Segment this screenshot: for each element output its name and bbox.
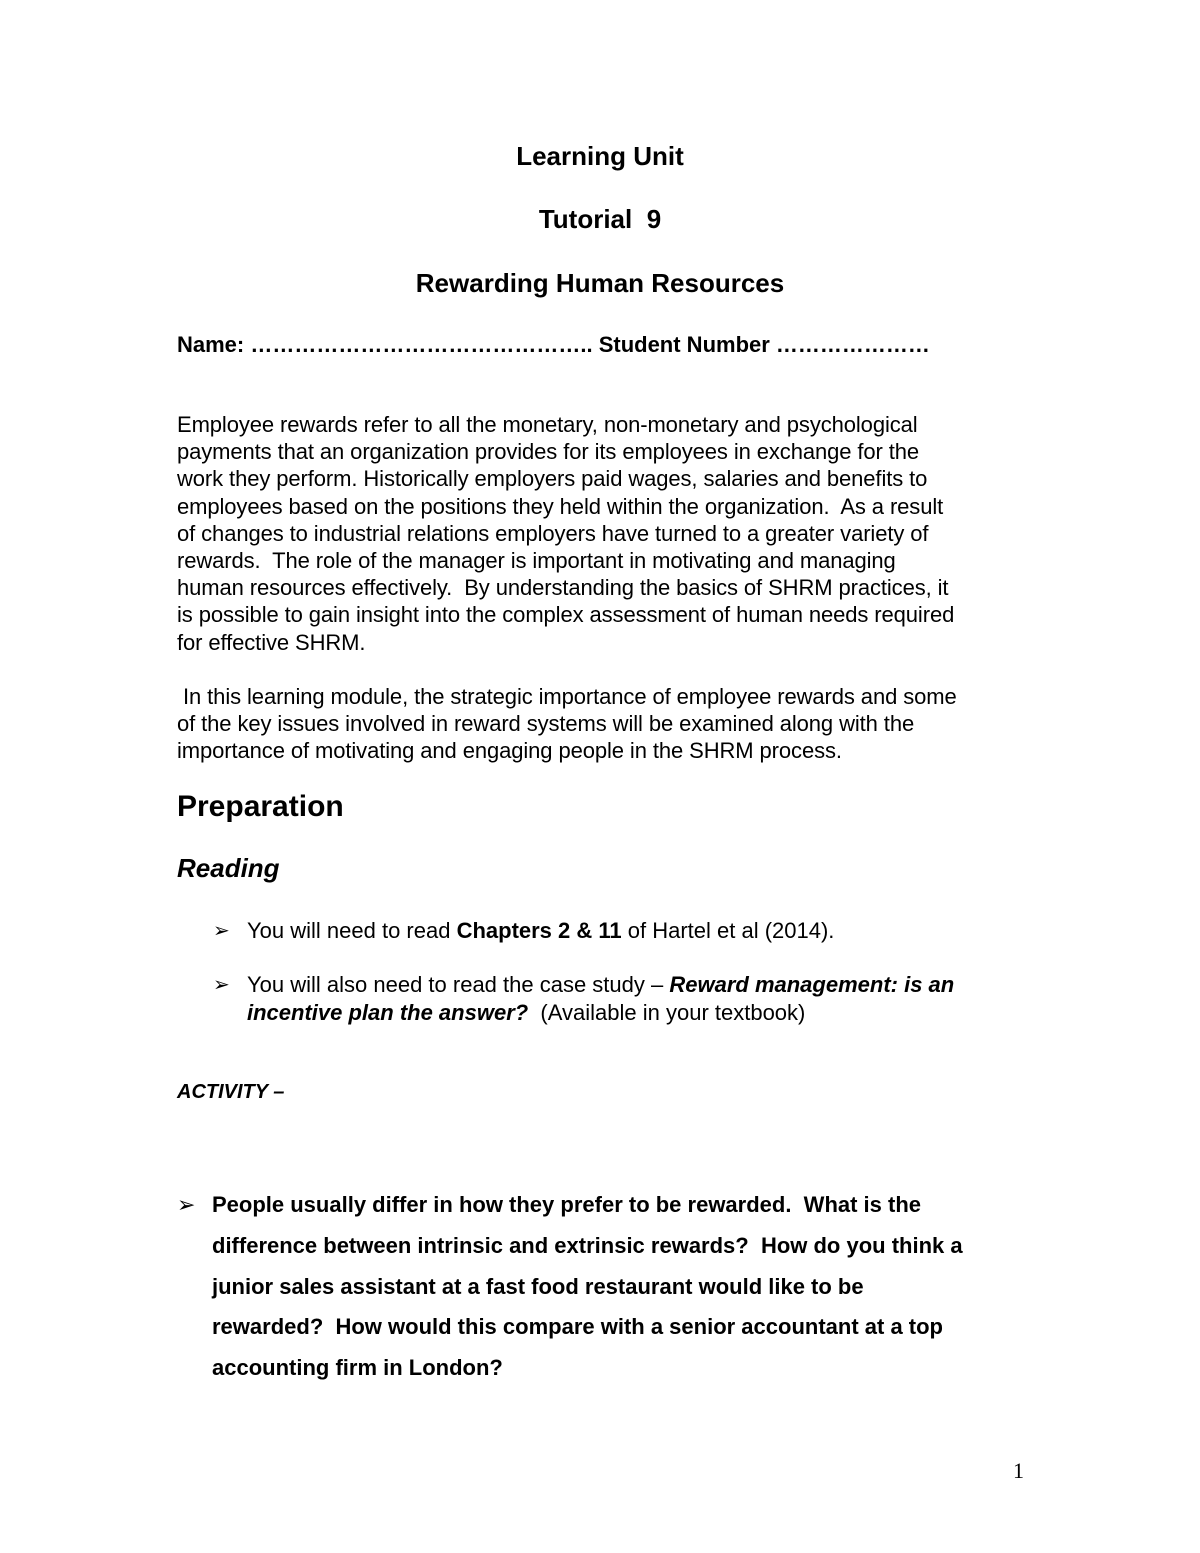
preparation-heading: Preparation <box>177 790 344 823</box>
reading-bullet-2 <box>213 971 1073 1029</box>
question-line: rewarded? How would this compare with a senior accountant at a top <box>212 1314 943 1340</box>
paragraph-line: of changes to industrial relations employers have turned to a greater variety of <box>177 520 929 546</box>
bullet-text-pre: You will also need to read the case study – <box>247 972 670 997</box>
question-line: difference between intrinsic and extrinsic rewards? How do you think a <box>212 1232 963 1258</box>
unit-title: Learning Unit <box>516 141 684 171</box>
paragraph-line: employees based on the positions they held within the organization. As a result <box>177 493 944 519</box>
paragraph-line: for effective SHRM. <box>177 629 366 655</box>
reading-heading: Reading <box>177 853 280 883</box>
paragraph-line: of the key issues involved in reward systems will be examined along with the <box>177 711 915 737</box>
paragraph-line: human resources effectively. By understanding the basics of SHRM practices, it <box>177 575 949 601</box>
chapters-reference: Chapters 2 & 11 <box>456 918 622 943</box>
intro-paragraph-1 <box>177 411 1037 656</box>
bullet-text-pre: You will need to read <box>247 918 457 943</box>
availability-note: (Available in your textbook) <box>528 1000 806 1025</box>
paragraph-line: work they perform. Historically employers paid wages, salaries and benefits to <box>177 466 928 492</box>
arrowhead-bullet-icon: ➢ <box>213 974 230 996</box>
question-line: People usually differ in how they prefer to be rewarded. What is the <box>212 1192 922 1217</box>
paragraph-line: importance of motivating and engaging people in the SHRM process. <box>177 738 842 764</box>
question-line: junior sales assistant at a fast food restaurant would like to be <box>212 1273 864 1299</box>
page-number: 1 <box>1013 1458 1024 1483</box>
bullet-text <box>247 917 834 945</box>
paragraph-line: payments that an organization provides for its employees in exchange for the <box>177 439 920 465</box>
paragraph-line: Employee rewards refer to all the monetary, non-monetary and psychological <box>177 412 918 437</box>
reading-bullet-1 <box>213 917 1073 947</box>
bullet-text-post: of Hartel et al (2014). <box>621 918 835 943</box>
topic-title: Rewarding Human Resources <box>415 268 785 298</box>
arrowhead-bullet-icon: ➢ <box>177 1192 196 1217</box>
paragraph-line: In this learning module, the strategic importance of employee rewards and some <box>177 684 957 709</box>
name-student-number-line: Name: ……………………………………….. Student Number ………………… <box>177 332 930 357</box>
case-study-title-cont: incentive plan the answer? <box>247 1000 529 1025</box>
bullet-text-line-2 <box>247 999 805 1027</box>
question-line: accounting firm in London? <box>212 1355 503 1381</box>
activity-heading: ACTIVITY – <box>177 1081 285 1103</box>
activity-question <box>177 1185 1077 1395</box>
intro-paragraph-2 <box>177 683 1037 765</box>
paragraph-line: rewards. The role of the manager is important in motivating and managing <box>177 548 896 574</box>
question-text <box>212 1185 1072 1389</box>
paragraph-line: is possible to gain insight into the complex assessment of human needs required <box>177 602 955 628</box>
tutorial-title: Tutorial 9 <box>538 204 662 234</box>
bullet-text-line-1 <box>247 971 954 999</box>
case-study-title: Reward management: is an <box>669 972 955 997</box>
arrowhead-bullet-icon: ➢ <box>213 920 230 942</box>
